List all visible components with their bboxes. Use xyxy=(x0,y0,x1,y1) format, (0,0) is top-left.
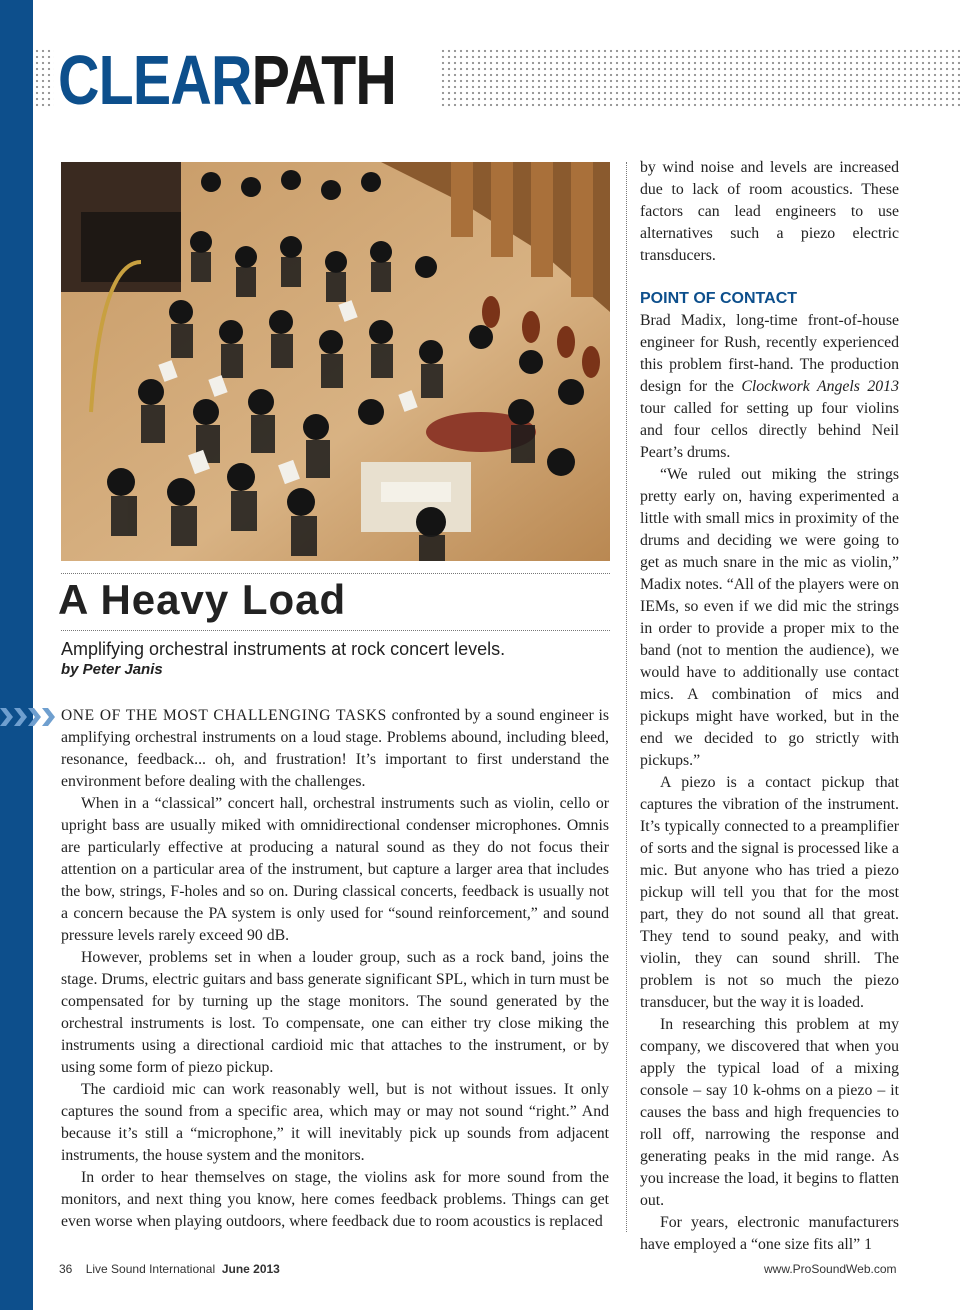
headline-rule-top xyxy=(61,573,610,574)
madix-text-b: tour called for setting up four violins and four cellos directly behind Neil Peart’s drums. xyxy=(640,400,899,461)
dot-pattern-left xyxy=(34,48,54,108)
body-paragraph: For years, electronic manufacturers have employed a “one size fits all” 1 xyxy=(640,1214,899,1253)
footer-left xyxy=(59,1261,280,1277)
dot-pattern-right xyxy=(440,48,960,108)
tour-title: Clockwork Angels 2013 xyxy=(741,378,899,395)
article-byline: by Peter Janis xyxy=(61,661,163,678)
footer-website[interactable]: www.ProSoundWeb.com xyxy=(764,1262,897,1276)
body-paragraph: The cardioid mic can work reasonably well, but is not without issues. It only captures the sound from a specific area, which may or may not sound “right.” And because it’s still a “microphone,” it will inevitably pick up sounds from adjacent instruments, the house system and the monitors. xyxy=(61,1081,609,1164)
orchestra-photo xyxy=(61,162,610,561)
body-paragraph: In researching this problem at my company, we discovered that when you apply the typical load of a mixing console – say 10 k-ohms on a piezo – it causes the bass and high frequencies to roll off, narrowing the response and generating peaks in the mid range. As you increase the load, it begins to flatten out. xyxy=(640,1016,899,1209)
article-deck: Amplifying orchestral instruments at rock concert levels. xyxy=(61,639,506,659)
body-paragraph xyxy=(61,705,609,793)
issue-date: June 2013 xyxy=(221,1262,280,1276)
column-divider xyxy=(626,162,627,1232)
article-headline: A Heavy Load xyxy=(58,576,347,623)
publication-name: Live Sound International xyxy=(85,1262,216,1276)
continued-paragraph: by wind noise and levels are increased due to lack of room acoustics. These factors can lead engineers to use alternatives such a piezo electric transducers. xyxy=(640,159,899,264)
orchestra-photo-illustration xyxy=(61,162,610,561)
section-title-clear: CLEAR xyxy=(58,41,252,119)
chevron-arrows-icon xyxy=(0,704,58,730)
headline-rule-bottom xyxy=(61,630,610,631)
body-paragraph: When in a “classical” concert hall, orchestral instruments such as violin, cello or upright bass are usually miked with omnidirectional condenser microphones. Omnis are particularly effective at producing a natural sound as they do not focus their attention on a particular area of the instrument, but capture a larger area that includes the bow, strings, F-holes and so on. During classical concerts, feedback is usually not a concern because the PA system is only used for “sound reinforcement,” and sound pressure levels rarely exceed 90 dB. xyxy=(61,795,609,944)
page-number: 36 xyxy=(59,1262,73,1276)
body-paragraph: However, problems set in when a louder group, such as a rock band, joins the stage. Drums, electric guitars and bass generate significant SPL, which in turn must be compensated for by turning up the stage monitors. The sound generated by the orchestral instruments is lost. To compensate, one can either try close miking the instruments using a directional cardioid mic that attaches to the instrument, or by using some form of piezo pickup. xyxy=(61,949,609,1076)
body-paragraph: In order to hear themselves on stage, the violins ask for more sound from the monitors, and next thing you know, here comes feedback problems. Things can get even worse when playing outdoors, where feedback due to room acoustics is replaced xyxy=(61,1169,609,1230)
section-subhead: POINT OF CONTACT xyxy=(640,290,798,307)
body-paragraph xyxy=(640,310,899,464)
madix-text-a: Brad Madix, long-time front-of-house engineer for Rush, recently experienced this problem first-hand. The production design for the xyxy=(640,312,899,395)
section-title-path: PATH xyxy=(251,41,397,119)
article-body-left-column xyxy=(61,705,609,1240)
article-body-right-column xyxy=(640,157,899,1253)
lead-paragraph-text: confronted by a sound engineer is amplifying orchestral instruments on a loud stage. Problems abound, including bleed, resonance, feedback... oh, and frustration! It’s important to first understand the environment before dealing with the challenges. xyxy=(61,707,609,790)
lead-in-caps: ONE OF THE MOST CHALLENGING TASKS xyxy=(61,707,387,724)
brand-spine-bar xyxy=(0,0,33,1310)
body-paragraph: A piezo is a contact pickup that captures the vibration of the instrument. It’s typically connected to a preamplifier of sorts and the signal is processed like a mic. But anyone who has tried a piezo pickup will tell you that for the most part, they do not sound all that great. They tend to sound peaky, and with violin, they can sound shrill. The problem is not so much the piezo transducer, but the way it is loaded. xyxy=(640,774,899,1011)
section-title xyxy=(58,42,396,118)
body-paragraph: “We ruled out miking the strings pretty early on, having experimented a little with small mics in proximity of the drums and deciding we were going to get as much snare in the mic as violin,” Madix notes. “All of the players were on IEMs, so even if we did mic the strings in order to provide a proper mix to the band (not to mention the audience), we would have to additionally use contact mics. A combination of mics and pickups might have worked, but in the end we decided to go strictly with pickups.” xyxy=(640,466,899,769)
